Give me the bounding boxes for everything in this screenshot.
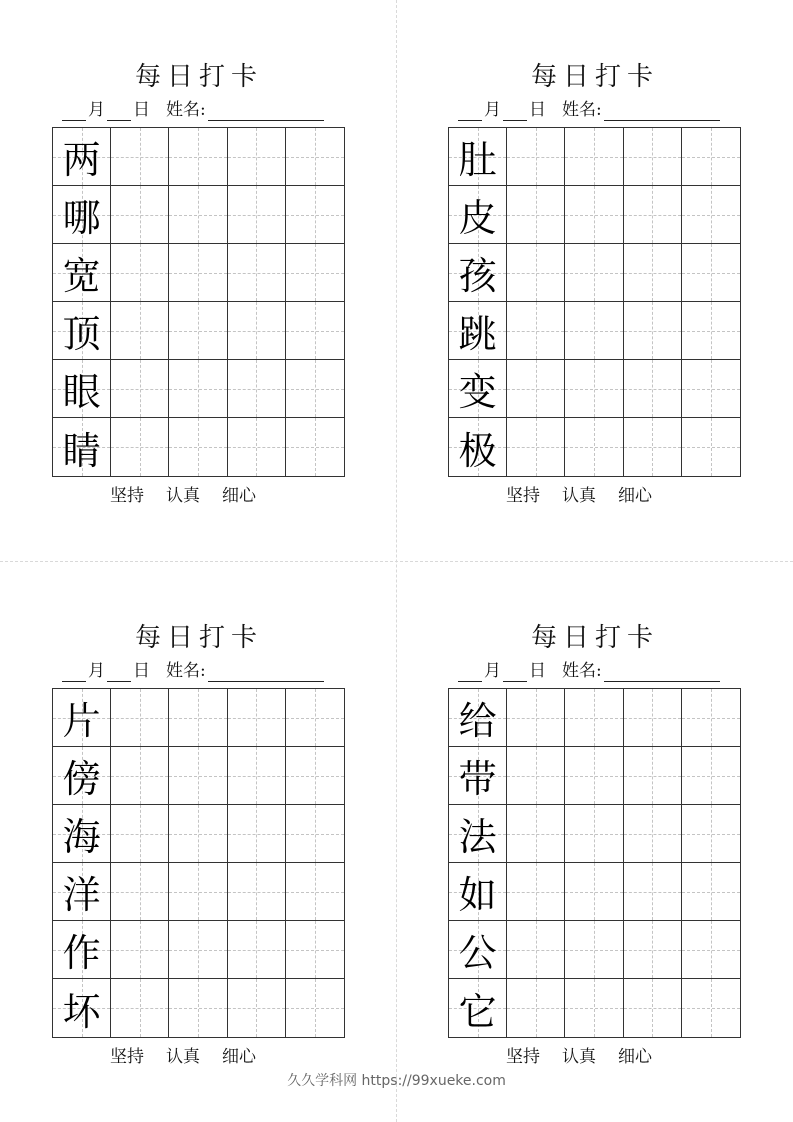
practice-cell[interactable]	[682, 979, 740, 1037]
motto-word: 认真	[562, 1047, 596, 1067]
site-footer: 久久学科网 https://99xueke.com	[287, 1073, 506, 1089]
name-blank[interactable]	[604, 663, 720, 682]
day-label: 日	[529, 661, 546, 681]
practice-cell[interactable]	[507, 244, 565, 302]
practice-cell[interactable]	[565, 979, 623, 1037]
model-character-cell	[53, 128, 111, 186]
practice-cell[interactable]	[682, 302, 740, 360]
motto-word: 认真	[166, 1047, 200, 1067]
month-blank[interactable]	[62, 663, 86, 682]
practice-cell[interactable]	[286, 186, 344, 244]
month-label: 月	[88, 661, 105, 681]
practice-cell[interactable]	[228, 979, 286, 1037]
practice-cell[interactable]	[169, 979, 227, 1037]
practice-cell[interactable]	[286, 302, 344, 360]
card-title: 每日打卡	[134, 623, 263, 653]
model-character-cell	[53, 244, 111, 302]
practice-cell[interactable]	[111, 805, 169, 863]
card-title: 每日打卡	[530, 623, 659, 653]
writing-grid	[52, 688, 345, 1038]
motto-line	[110, 484, 330, 508]
practice-cell[interactable]	[169, 805, 227, 863]
model-character-cell	[53, 747, 111, 805]
model-character-cell	[449, 360, 507, 418]
model-character: 傍	[62, 757, 101, 801]
practice-cell[interactable]	[169, 186, 227, 244]
practice-cell[interactable]	[111, 244, 169, 302]
model-character-cell	[449, 921, 507, 979]
practice-cell[interactable]	[111, 418, 169, 476]
practice-cell[interactable]	[286, 244, 344, 302]
practice-cell[interactable]	[624, 128, 682, 186]
model-character: 皮	[458, 196, 497, 240]
practice-card	[52, 60, 346, 506]
practice-cell[interactable]	[565, 360, 623, 418]
practice-cell[interactable]	[111, 128, 169, 186]
day-blank[interactable]	[107, 663, 131, 682]
practice-cell[interactable]	[169, 244, 227, 302]
practice-cell[interactable]	[565, 863, 623, 921]
practice-cell[interactable]	[682, 689, 740, 747]
practice-cell[interactable]	[682, 747, 740, 805]
model-character: 海	[62, 815, 101, 859]
day-blank[interactable]	[503, 102, 527, 121]
practice-cell[interactable]	[111, 747, 169, 805]
practice-cell[interactable]	[624, 244, 682, 302]
practice-cell[interactable]	[286, 418, 344, 476]
practice-cell[interactable]	[286, 921, 344, 979]
practice-cell[interactable]	[624, 418, 682, 476]
practice-cell[interactable]	[169, 747, 227, 805]
practice-cell[interactable]	[228, 302, 286, 360]
date-name-line	[62, 660, 346, 684]
date-name-line	[458, 660, 742, 684]
practice-cell[interactable]	[624, 747, 682, 805]
practice-cell[interactable]	[624, 360, 682, 418]
model-character-cell	[53, 302, 111, 360]
motto-word: 坚持	[506, 1047, 540, 1067]
practice-cell[interactable]	[228, 128, 286, 186]
name-label: 姓名:	[562, 100, 602, 120]
model-character: 宽	[62, 254, 101, 298]
practice-card	[448, 60, 742, 506]
name-label: 姓名:	[166, 661, 206, 681]
model-character-cell	[53, 979, 111, 1037]
practice-cell[interactable]	[228, 863, 286, 921]
practice-cell[interactable]	[286, 128, 344, 186]
practice-cell[interactable]	[286, 979, 344, 1037]
card-title: 每日打卡	[134, 62, 263, 92]
practice-cell[interactable]	[624, 302, 682, 360]
practice-cell[interactable]	[682, 244, 740, 302]
practice-cell[interactable]	[507, 360, 565, 418]
motto-word: 细心	[618, 486, 652, 506]
day-label: 日	[133, 100, 150, 120]
name-blank[interactable]	[604, 102, 720, 121]
day-blank[interactable]	[107, 102, 131, 121]
day-label: 日	[133, 661, 150, 681]
motto-word: 认真	[562, 486, 596, 506]
date-name-line	[458, 99, 742, 123]
model-character: 哪	[62, 196, 101, 240]
practice-cell[interactable]	[111, 979, 169, 1037]
model-character: 如	[458, 873, 497, 917]
name-label: 姓名:	[166, 100, 206, 120]
model-character-cell	[53, 863, 111, 921]
month-blank[interactable]	[458, 663, 482, 682]
practice-cell[interactable]	[228, 244, 286, 302]
model-character: 片	[62, 699, 101, 743]
model-character: 肚	[458, 138, 497, 182]
practice-cell[interactable]	[507, 418, 565, 476]
practice-cell[interactable]	[565, 805, 623, 863]
model-character-cell	[449, 805, 507, 863]
practice-cell[interactable]	[169, 128, 227, 186]
model-character-cell	[449, 186, 507, 244]
motto-word: 坚持	[110, 486, 144, 506]
writing-grid	[448, 688, 741, 1038]
model-character-cell	[449, 244, 507, 302]
model-character-cell	[449, 747, 507, 805]
practice-cell[interactable]	[169, 360, 227, 418]
practice-cell[interactable]	[507, 921, 565, 979]
practice-cell[interactable]	[111, 186, 169, 244]
name-blank[interactable]	[208, 102, 324, 121]
practice-cell[interactable]	[682, 186, 740, 244]
motto-line	[506, 1045, 726, 1069]
practice-cell[interactable]	[111, 863, 169, 921]
month-blank[interactable]	[62, 102, 86, 121]
practice-cell[interactable]	[682, 805, 740, 863]
practice-cell[interactable]	[169, 921, 227, 979]
model-character-cell	[449, 418, 507, 476]
practice-cell[interactable]	[565, 302, 623, 360]
month-label: 月	[484, 100, 501, 120]
practice-cell[interactable]	[565, 244, 623, 302]
practice-cell[interactable]	[169, 418, 227, 476]
practice-cell[interactable]	[228, 186, 286, 244]
practice-cell[interactable]	[624, 689, 682, 747]
writing-grid	[52, 127, 345, 477]
practice-cell[interactable]	[565, 921, 623, 979]
practice-cell[interactable]	[169, 302, 227, 360]
motto-word: 认真	[166, 486, 200, 506]
practice-cell[interactable]	[682, 921, 740, 979]
model-character-cell	[449, 979, 507, 1037]
practice-cell[interactable]	[111, 921, 169, 979]
practice-cell[interactable]	[111, 360, 169, 418]
practice-cell[interactable]	[111, 689, 169, 747]
practice-cell[interactable]	[507, 689, 565, 747]
model-character-cell	[449, 128, 507, 186]
practice-cell[interactable]	[565, 747, 623, 805]
practice-cell[interactable]	[286, 863, 344, 921]
date-name-line	[62, 99, 346, 123]
practice-cell[interactable]	[624, 863, 682, 921]
practice-cell[interactable]	[507, 863, 565, 921]
practice-cell[interactable]	[507, 186, 565, 244]
practice-cell[interactable]	[228, 921, 286, 979]
motto-line	[110, 1045, 330, 1069]
practice-cell[interactable]	[228, 360, 286, 418]
practice-cell[interactable]	[682, 128, 740, 186]
model-character: 两	[62, 138, 101, 182]
model-character-cell	[449, 863, 507, 921]
practice-card	[52, 621, 346, 1067]
practice-cell[interactable]	[169, 863, 227, 921]
model-character: 睛	[62, 428, 101, 473]
day-label: 日	[529, 100, 546, 120]
model-character: 带	[458, 757, 497, 801]
model-character-cell	[53, 689, 111, 747]
model-character: 顶	[62, 312, 101, 356]
model-character: 跳	[458, 312, 497, 356]
practice-cell[interactable]	[286, 747, 344, 805]
motto-word: 细心	[222, 486, 256, 506]
model-character: 变	[458, 370, 497, 414]
model-character: 给	[458, 699, 497, 743]
model-character: 洋	[62, 873, 101, 917]
writing-grid	[448, 127, 741, 477]
day-blank[interactable]	[503, 663, 527, 682]
month-label: 月	[484, 661, 501, 681]
practice-cell[interactable]	[624, 921, 682, 979]
practice-cell[interactable]	[565, 689, 623, 747]
practice-cell[interactable]	[169, 689, 227, 747]
name-blank[interactable]	[208, 663, 324, 682]
model-character-cell	[449, 302, 507, 360]
model-character-cell	[53, 805, 111, 863]
practice-cell[interactable]	[507, 979, 565, 1037]
practice-cell[interactable]	[228, 689, 286, 747]
model-character-cell	[53, 186, 111, 244]
practice-cell[interactable]	[111, 302, 169, 360]
model-character: 坏	[62, 989, 101, 1034]
practice-cell[interactable]	[565, 186, 623, 244]
practice-cell[interactable]	[624, 979, 682, 1037]
practice-cell[interactable]	[682, 863, 740, 921]
model-character: 公	[458, 931, 497, 975]
model-character-cell	[53, 418, 111, 476]
model-character: 作	[62, 931, 101, 975]
model-character-cell	[449, 689, 507, 747]
practice-cell[interactable]	[286, 805, 344, 863]
practice-cell[interactable]	[624, 186, 682, 244]
model-character: 极	[458, 428, 497, 473]
name-label: 姓名:	[562, 661, 602, 681]
motto-word: 坚持	[506, 486, 540, 506]
practice-cell[interactable]	[228, 747, 286, 805]
practice-cell[interactable]	[507, 747, 565, 805]
model-character: 眼	[62, 370, 101, 414]
cut-line-horizontal	[0, 561, 793, 562]
model-character: 它	[458, 989, 497, 1034]
practice-cell[interactable]	[286, 689, 344, 747]
practice-cell[interactable]	[507, 128, 565, 186]
model-character-cell	[53, 360, 111, 418]
practice-cell[interactable]	[286, 360, 344, 418]
practice-cell[interactable]	[228, 418, 286, 476]
month-label: 月	[88, 100, 105, 120]
practice-cell[interactable]	[624, 805, 682, 863]
model-character: 法	[458, 815, 497, 859]
card-title: 每日打卡	[530, 62, 659, 92]
practice-cell[interactable]	[682, 360, 740, 418]
practice-cell[interactable]	[507, 805, 565, 863]
model-character-cell	[53, 921, 111, 979]
practice-cell[interactable]	[565, 128, 623, 186]
motto-word: 细心	[222, 1047, 256, 1067]
practice-cell[interactable]	[682, 418, 740, 476]
practice-cell[interactable]	[507, 302, 565, 360]
model-character: 孩	[458, 254, 497, 298]
practice-cell[interactable]	[565, 418, 623, 476]
month-blank[interactable]	[458, 102, 482, 121]
motto-word: 细心	[618, 1047, 652, 1067]
practice-card	[448, 621, 742, 1067]
motto-line	[506, 484, 726, 508]
motto-word: 坚持	[110, 1047, 144, 1067]
practice-cell[interactable]	[228, 805, 286, 863]
